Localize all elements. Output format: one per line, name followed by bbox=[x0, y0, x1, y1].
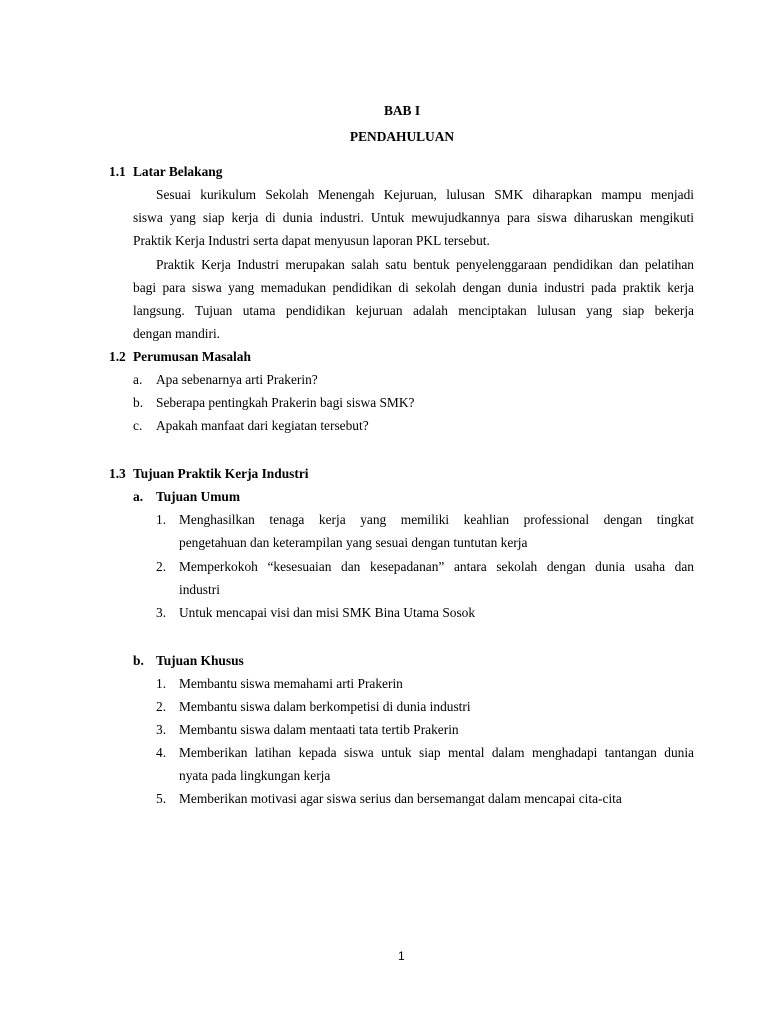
list-item: Membantu siswa dalam mentaati tata tertib Prakerin bbox=[179, 722, 459, 737]
paragraph-line: Praktik Kerja Industri serta dapat menyusun laporan PKL tersebut. bbox=[133, 233, 490, 248]
list-item-continuation: industri bbox=[179, 582, 220, 597]
list-marker: 2. bbox=[156, 559, 167, 574]
list-marker: 3. bbox=[156, 722, 167, 737]
list-item: Untuk mencapai visi dan misi SMK Bina Utama Sosok bbox=[179, 605, 476, 620]
list-marker: 5. bbox=[156, 791, 167, 806]
paragraph-line: langsung. Tujuan utama pendidikan kejuruan adalah menciptakan lulusan yang siap bekerja bbox=[133, 303, 694, 318]
section-title: Latar Belakang bbox=[133, 164, 223, 179]
list-marker: 3. bbox=[156, 605, 167, 620]
paragraph-line: siswa yang siap kerja di dunia industri. Untuk mewujudkannya para siswa diharuskan mengikuti bbox=[133, 210, 694, 225]
chapter-title: PENDAHULUAN bbox=[349, 129, 455, 144]
section-title: Perumusan Masalah bbox=[133, 349, 251, 364]
list-item: Apakah manfaat dari kegiatan tersebut? bbox=[156, 418, 369, 433]
subsection-marker: a. bbox=[133, 489, 144, 504]
list-item: Memperkokoh “kesesuaian dan kesepadanan” antara sekolah dengan dunia usaha dan bbox=[179, 559, 694, 574]
list-item-continuation: nyata pada lingkungan kerja bbox=[179, 768, 331, 783]
section-number: 1.1 bbox=[109, 164, 126, 179]
paragraph-line: dengan mandiri. bbox=[133, 326, 221, 341]
list-marker: 1. bbox=[156, 512, 167, 527]
paragraph-line: Sesuai kurikulum Sekolah Menengah Kejuruan, lulusan SMK diharapkan mampu menjadi bbox=[156, 187, 694, 202]
page-number: 1 bbox=[398, 949, 405, 963]
list-marker: c. bbox=[133, 418, 143, 433]
list-item-continuation: pengetahuan dan keterampilan yang sesuai dengan tuntutan kerja bbox=[179, 535, 528, 550]
list-marker: 1. bbox=[156, 676, 167, 691]
subsection-title: Tujuan Umum bbox=[156, 489, 240, 504]
list-item: Seberapa pentingkah Prakerin bagi siswa SMK? bbox=[156, 395, 415, 410]
subsection-marker: b. bbox=[133, 653, 144, 668]
paragraph-line: bagi para siswa yang memadukan pendidikan di sekolah dengan dunia industri pada praktik kerja bbox=[133, 280, 694, 295]
subsection-title: Tujuan Khusus bbox=[156, 653, 244, 668]
list-item: Membantu siswa memahami arti Prakerin bbox=[179, 676, 403, 691]
list-item: Membantu siswa dalam berkompetisi di dunia industri bbox=[179, 699, 471, 714]
section-number: 1.3 bbox=[109, 466, 126, 481]
list-item: Apa sebenarnya arti Prakerin? bbox=[156, 372, 318, 387]
list-item: Menghasilkan tenaga kerja yang memiliki keahlian professional dengan tingkat bbox=[179, 512, 694, 527]
list-marker: 2. bbox=[156, 699, 167, 714]
section-number: 1.2 bbox=[109, 349, 126, 364]
list-marker: b. bbox=[133, 395, 144, 410]
list-marker: 4. bbox=[156, 745, 167, 760]
list-item: Memberikan latihan kepada siswa untuk siap mental dalam menghadapi tantangan dunia bbox=[179, 745, 694, 760]
list-marker: a. bbox=[133, 372, 143, 387]
list-item: Memberikan motivasi agar siswa serius dan bersemangat dalam mencapai cita-cita bbox=[179, 791, 622, 806]
chapter-label: BAB I bbox=[383, 103, 421, 118]
paragraph-line: Praktik Kerja Industri merupakan salah satu bentuk penyelenggaraan pendidikan dan pelatihan bbox=[156, 257, 694, 272]
section-title: Tujuan Praktik Kerja Industri bbox=[133, 466, 309, 481]
